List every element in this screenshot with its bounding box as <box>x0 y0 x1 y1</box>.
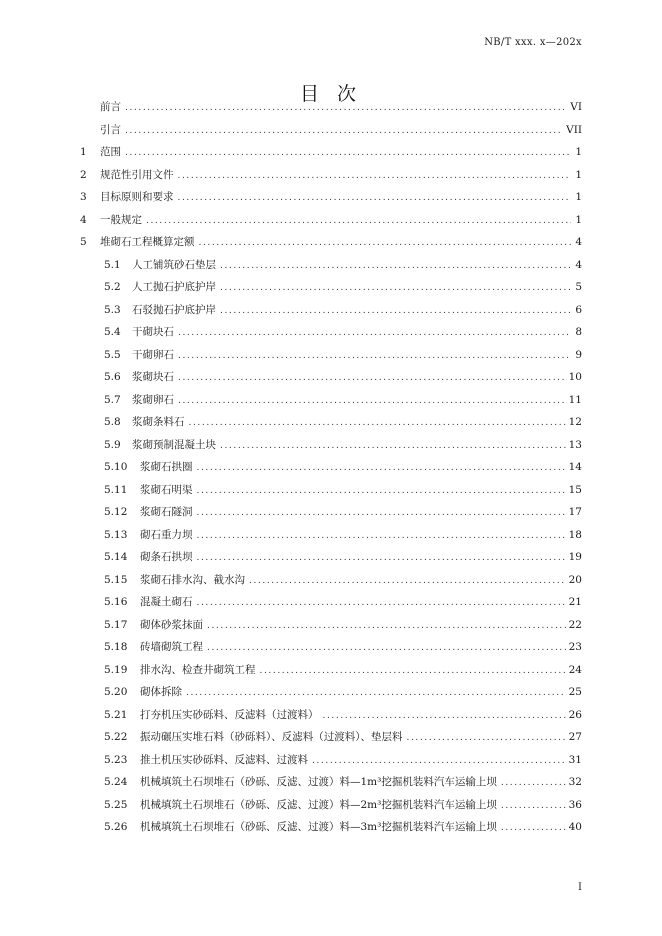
toc-entry-title: 砌石重力坝 <box>140 528 193 541</box>
toc-entry-title: 振动碾压实堆石料（砂砾料）、反滤料（过渡料）、垫层料 <box>140 731 403 743</box>
toc-entry-page: 26 <box>568 708 582 721</box>
toc-entry-number: 5.9 <box>104 438 121 451</box>
toc-entry-title: 浆砌石明渠 <box>140 483 193 496</box>
toc-entry-title: 规范性引用文件 <box>100 168 174 181</box>
toc-dot-leader <box>197 463 566 473</box>
toc-dot-leader <box>178 171 572 181</box>
toc-entry[interactable] <box>80 774 582 797</box>
toc-entry[interactable] <box>80 459 582 482</box>
toc-entry[interactable] <box>80 504 582 527</box>
toc-entry[interactable] <box>80 572 582 595</box>
toc-entry-title: 浆砌石隧洞 <box>140 506 193 518</box>
toc-entry[interactable] <box>80 234 582 257</box>
toc-dot-leader <box>312 756 566 766</box>
toc-entry-page: 31 <box>568 753 582 766</box>
toc-entry-page: 1 <box>575 191 582 203</box>
toc-dot-leader <box>178 193 572 203</box>
toc-entry-page: 4 <box>575 258 582 271</box>
toc-entry[interactable] <box>80 279 582 302</box>
toc-entry[interactable] <box>80 684 582 707</box>
toc-entry-number: 5.21 <box>104 708 128 721</box>
toc-entry-page: 4 <box>575 236 582 248</box>
toc-dot-leader <box>197 598 566 608</box>
toc-entry-page: 5 <box>575 281 582 293</box>
toc-entry-number: 5.19 <box>104 663 128 676</box>
toc-entry[interactable] <box>80 797 582 820</box>
toc-dot-leader <box>146 216 571 226</box>
toc-entry-page: 1 <box>575 146 582 158</box>
toc-entry-title: 浆砌石拱圈 <box>140 461 193 473</box>
toc-entry-page: 36 <box>568 798 582 811</box>
toc-entry-number: 5.25 <box>104 798 128 811</box>
toc-dot-leader <box>407 733 566 743</box>
toc-entry[interactable] <box>80 707 582 730</box>
toc-entry-number: 5.24 <box>104 776 128 788</box>
toc-entry-title: 机械填筑土石坝堆石（砂砾、反滤、过渡）料—2m³挖掘机装料汽车运输上坝 <box>140 798 497 811</box>
toc-entry-title: 推土机压实砂砾料、反滤料、过渡料 <box>140 753 308 766</box>
toc-entry-title: 浆砌石排水沟、截水沟 <box>140 573 245 586</box>
toc-entry-number: 5.14 <box>104 551 128 563</box>
toc-dot-leader <box>125 126 563 136</box>
toc-dot-leader <box>260 666 566 676</box>
toc-entry[interactable] <box>80 144 582 167</box>
toc-entry-title: 前言 <box>100 101 121 113</box>
document-code: NB/T xxx. x—202x <box>484 37 582 48</box>
toc-entry-number: 5.4 <box>104 326 121 338</box>
toc-entry-title: 浆砌卵石 <box>132 393 174 406</box>
toc-entry[interactable] <box>80 594 582 617</box>
toc-entry[interactable] <box>80 482 582 505</box>
toc-entry-page: 25 <box>568 686 582 698</box>
toc-entry-page: 19 <box>568 551 582 563</box>
toc-dot-leader <box>220 261 571 271</box>
toc-entry-page: 22 <box>568 618 582 631</box>
toc-dot-leader <box>323 711 566 721</box>
toc-dot-leader <box>220 441 566 451</box>
toc-entry-page: 32 <box>568 776 582 788</box>
toc-entry-title: 机械填筑土石坝堆石（砂砾、反滤、过渡）料—1m³挖掘机装料汽车运输上坝 <box>140 776 497 788</box>
toc-entry-number: 5.5 <box>104 348 121 361</box>
toc-dot-leader <box>197 486 566 496</box>
toc-entry-page: VI <box>570 101 582 113</box>
toc-entry[interactable] <box>80 167 582 190</box>
toc-entry-title: 机械填筑土石坝堆石（砂砾、反滤、过渡）料—3m³挖掘机装料汽车运输上坝 <box>140 821 497 833</box>
toc-entry-title: 干砌卵石 <box>132 348 174 361</box>
toc-entry-title: 砖墙砌筑工程 <box>140 641 203 653</box>
toc-dot-leader <box>197 553 566 563</box>
toc-dot-leader <box>125 148 571 158</box>
toc-entry-title: 浆砌预制混凝土块 <box>132 438 216 451</box>
toc-entry-title: 目标原则和要求 <box>100 191 174 203</box>
toc-entry-title: 砌条石拱坝 <box>140 551 193 563</box>
toc-dot-leader <box>501 801 566 811</box>
toc-entry-title: 人工抛石护底护岸 <box>132 281 216 293</box>
toc-entry-page: 11 <box>568 393 582 406</box>
toc-dot-leader <box>178 328 571 338</box>
toc-dot-leader <box>197 508 566 518</box>
toc-entry-page: 1 <box>575 168 582 181</box>
toc-entry-page: 18 <box>568 528 582 541</box>
toc-entry-number: 5.15 <box>104 573 128 586</box>
toc-entry[interactable] <box>80 99 582 122</box>
toc-entry-number: 5.10 <box>104 461 128 473</box>
toc-entry-page: 27 <box>568 731 582 743</box>
toc-dot-leader <box>178 351 571 361</box>
toc-entry-page: 17 <box>568 506 582 518</box>
toc-entry-number: 5.3 <box>104 303 121 316</box>
toc-entry-page: 6 <box>575 303 582 316</box>
toc-entry-title: 砌体拆除 <box>140 686 182 698</box>
toc-dot-leader <box>220 306 571 316</box>
toc-entry[interactable] <box>80 212 582 235</box>
toc-entry-number: 5.23 <box>104 753 128 766</box>
toc-dot-leader <box>186 688 566 698</box>
toc-dot-leader <box>189 418 566 428</box>
toc-entry[interactable] <box>80 122 582 145</box>
toc-entry-number: 5.26 <box>104 821 128 833</box>
toc-entry[interactable] <box>80 347 582 370</box>
toc-entry-title: 堆砌石工程概算定额 <box>100 236 195 248</box>
toc-entry[interactable] <box>80 437 582 460</box>
toc-entry-number: 5 <box>80 236 87 248</box>
toc-entry-number: 5.2 <box>104 281 121 293</box>
toc-entry-title: 干砌块石 <box>132 326 174 338</box>
toc-entry-page: 21 <box>568 596 582 608</box>
toc-dot-leader <box>125 103 567 113</box>
toc-entry-number: 5.7 <box>104 393 121 406</box>
toc-entry-number: 5.11 <box>104 483 128 496</box>
toc-entry-page: 15 <box>568 483 582 496</box>
toc-entry[interactable] <box>80 392 582 415</box>
toc-entry-number: 5.18 <box>104 641 128 653</box>
toc-entry-page: 20 <box>568 573 582 586</box>
toc-entry-title: 范围 <box>100 146 121 158</box>
toc-entry-number: 3 <box>80 191 87 203</box>
toc-dot-leader <box>207 643 566 653</box>
toc-entry-title: 引言 <box>100 123 121 136</box>
toc-entry-title: 砌体砂浆抹面 <box>140 618 203 631</box>
toc-dot-leader <box>199 238 572 248</box>
toc-entry-page: 40 <box>568 821 582 833</box>
toc-entry-page: 14 <box>568 461 582 473</box>
toc-entry-number: 5.16 <box>104 596 128 608</box>
toc-entry-number: 5.22 <box>104 731 128 743</box>
toc-entry[interactable] <box>80 324 582 347</box>
table-of-contents <box>80 99 582 842</box>
toc-entry-title: 石驳抛石护底护岸 <box>132 303 216 316</box>
toc-entry-number: 5.12 <box>104 506 128 518</box>
toc-entry-page: 8 <box>575 326 582 338</box>
toc-entry-title: 浆砌块石 <box>132 371 174 383</box>
toc-entry[interactable] <box>80 729 582 752</box>
toc-dot-leader <box>178 373 566 383</box>
toc-entry-number: 4 <box>80 213 87 226</box>
toc-dot-leader <box>197 531 566 541</box>
toc-dot-leader <box>249 576 566 586</box>
toc-entry[interactable] <box>80 662 582 685</box>
page-number: I <box>578 882 582 893</box>
toc-entry[interactable] <box>80 369 582 392</box>
toc-entry-page: 1 <box>575 213 582 226</box>
toc-entry-page: 10 <box>568 371 582 383</box>
toc-entry[interactable] <box>80 257 582 280</box>
toc-entry[interactable] <box>80 752 582 775</box>
toc-entry-page: 13 <box>568 438 582 451</box>
page-title: 目 次 <box>299 83 363 105</box>
toc-entry[interactable] <box>80 527 582 550</box>
toc-entry-number: 5.1 <box>104 258 121 271</box>
toc-entry[interactable] <box>80 617 582 640</box>
toc-entry-number: 2 <box>80 168 87 181</box>
toc-entry-number: 5.8 <box>104 416 121 428</box>
toc-entry-title: 人工铺筑砂石垫层 <box>132 258 216 271</box>
toc-entry[interactable] <box>80 302 582 325</box>
toc-entry-title: 一般规定 <box>100 213 142 226</box>
toc-entry-number: 5.6 <box>104 371 121 383</box>
toc-entry-number: 5.17 <box>104 618 128 631</box>
toc-dot-leader <box>501 823 566 833</box>
toc-entry-page: 9 <box>575 348 582 361</box>
toc-entry-page: VII <box>566 123 582 136</box>
toc-entry-number: 5.13 <box>104 528 128 541</box>
toc-entry-page: 24 <box>568 663 582 676</box>
toc-entry-number: 1 <box>80 146 87 158</box>
toc-entry-title: 混凝土砌石 <box>140 596 193 608</box>
toc-entry-title: 排水沟、检查井砌筑工程 <box>140 663 256 676</box>
toc-entry-title: 浆砌条料石 <box>132 416 185 428</box>
toc-entry[interactable] <box>80 819 582 842</box>
toc-entry-page: 23 <box>568 641 582 653</box>
toc-entry-number: 5.20 <box>104 686 128 698</box>
toc-entry-page: 12 <box>568 416 582 428</box>
toc-entry[interactable] <box>80 414 582 437</box>
toc-dot-leader <box>178 396 566 406</box>
toc-entry[interactable] <box>80 639 582 662</box>
toc-dot-leader <box>501 778 566 788</box>
toc-entry[interactable] <box>80 189 582 212</box>
toc-entry[interactable] <box>80 549 582 572</box>
toc-entry-title: 打夯机压实砂砾料、反滤料（过渡料） <box>140 708 319 721</box>
toc-dot-leader <box>220 283 571 293</box>
toc-dot-leader <box>207 621 566 631</box>
